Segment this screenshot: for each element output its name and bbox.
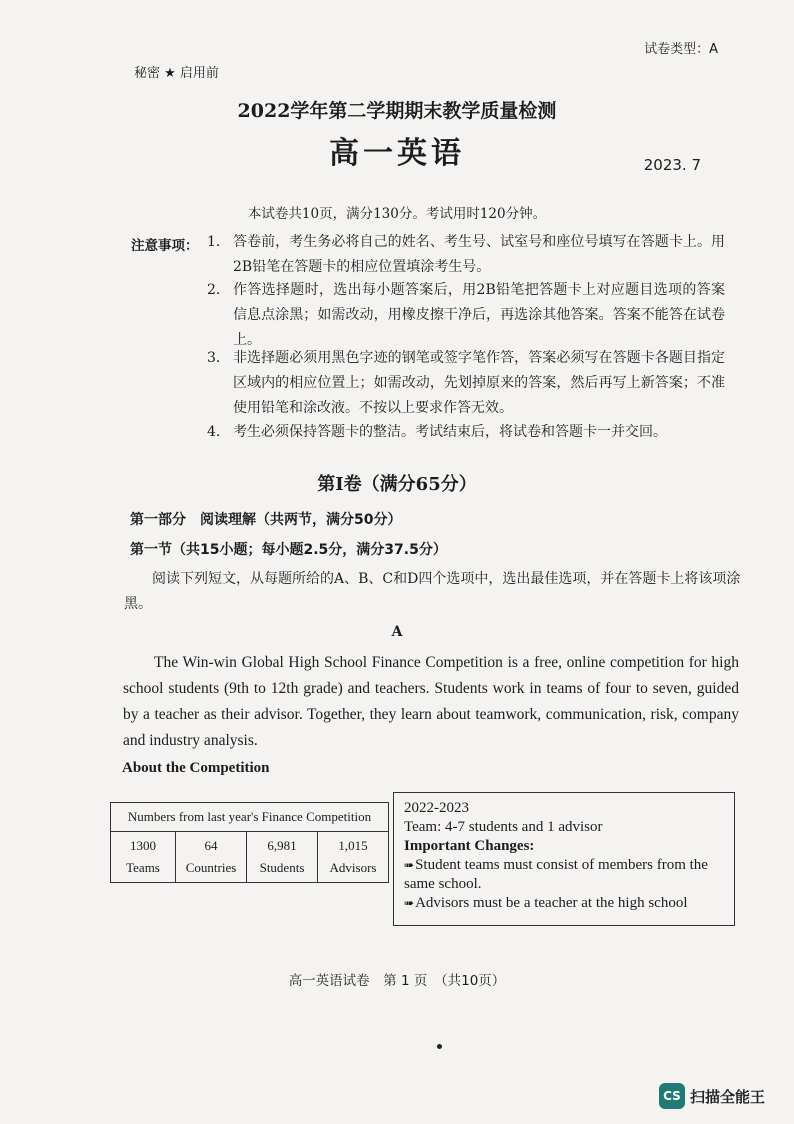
- info-change-item: [404, 856, 724, 894]
- confidential-label: 秘密 ★ 启用前: [134, 66, 219, 81]
- scan-dot: [437, 1044, 442, 1049]
- section-heading: 第一部分 阅读理解（共两节，满分50分）: [130, 512, 402, 528]
- info-year: 2022-2023: [404, 800, 469, 816]
- double-arrow-icon: ➠: [404, 858, 415, 872]
- passage-letter: A: [391, 624, 403, 640]
- scanner-watermark: [659, 1083, 765, 1109]
- about-heading: About the Competition: [122, 760, 270, 776]
- competition-info-box: [393, 792, 735, 926]
- stats-label: Teams: [126, 860, 160, 875]
- part-heading: 第Ⅰ卷（满分65分）: [317, 474, 477, 495]
- page-footer: 高一英语试卷 第 1 页 （共10页）: [288, 973, 506, 989]
- exam-intro: 本试卷共10页，满分130分。考试用时120分钟。: [247, 206, 547, 222]
- info-change-item: [404, 894, 724, 913]
- directions-text: 阅读下列短文，从每题所给的A、B、C和D四个选项中，选出最佳选项，并在答题卡上将该项涂黑。: [124, 571, 741, 612]
- exam-title: 2022学年第二学期期末教学质量检测: [237, 100, 557, 122]
- stats-label: Countries: [185, 860, 237, 875]
- stats-cell: [111, 832, 176, 883]
- note-text: 作答选择题时，选出每小题答案后，用2B铅笔把答题卡上对应题目选项的答案信息点涂黑；如需改动，用橡皮擦干净后，再选涂其他答案。答案不能答在试卷上。: [233, 282, 725, 348]
- note-number: 1.: [207, 234, 221, 250]
- stats-value: 1300: [130, 838, 156, 853]
- note-text: 考生必须保持答题卡的整洁。考试结束后，将试卷和答题卡一并交回。: [233, 424, 667, 440]
- note-number: 2.: [207, 282, 221, 298]
- paper-type-label: 试卷类型：A: [644, 42, 718, 57]
- note-item: [207, 346, 725, 421]
- stats-cell: [247, 832, 318, 883]
- notes-label: 注意事项：: [131, 238, 199, 254]
- stats-cell: [176, 832, 247, 883]
- info-change-text: Advisors must be a teacher at the high school: [415, 895, 688, 911]
- note-text: 答卷前，考生务必将自己的姓名、考生号、试室号和座位号填写在答题卡上。用2B铅笔在答题卡的相应位置填涂考生号。: [233, 234, 725, 275]
- stats-label: Advisors: [329, 860, 377, 875]
- stats-cell: [318, 832, 389, 883]
- stats-value: 1,015: [338, 838, 368, 853]
- note-item: [207, 230, 725, 280]
- stats-value: 64: [204, 838, 218, 853]
- stats-label: Students: [259, 860, 305, 875]
- exam-date: 2023. 7: [643, 156, 701, 174]
- note-item: [207, 420, 725, 445]
- note-text: 非选择题必须用黑色字迹的钢笔或签字笔作答，答案必须写在答题卡各题目指定区域内的相应位置上；如需改动，先划掉原来的答案，然后再写上新答案；不准使用铅笔和涂改液。不按以上要求作答无效。: [233, 350, 725, 416]
- note-item: [207, 278, 725, 353]
- double-arrow-icon: ➠: [404, 896, 415, 910]
- passage-text: The Win-win Global High School Finance Competition is a free, online competition for high school students (9th to 12th grade) and teachers. Students work in teams of four to seven, guided by a teacher as their advisor. Together, they learn about teamwork, communication, risk, company and industry analysis.: [123, 654, 739, 749]
- info-change-text: Student teams must consist of members from the same school.: [404, 857, 708, 892]
- subsection-heading: 第一节（共15小题；每小题2.5分，满分37.5分）: [130, 542, 447, 558]
- stats-table: [110, 802, 389, 883]
- info-team: Team: 4-7 students and 1 advisor: [404, 819, 603, 835]
- camscanner-logo-icon: CS: [659, 1083, 685, 1109]
- note-number: 3.: [207, 350, 221, 366]
- note-number: 4.: [207, 424, 221, 440]
- subject-title: 高一英语: [329, 136, 465, 171]
- stats-table-caption: Numbers from last year's Finance Competition: [111, 803, 389, 832]
- info-changes-heading: Important Changes:: [404, 838, 535, 854]
- scanner-watermark-text: 扫描全能王: [690, 1087, 766, 1106]
- stats-value: 6,981: [267, 838, 297, 853]
